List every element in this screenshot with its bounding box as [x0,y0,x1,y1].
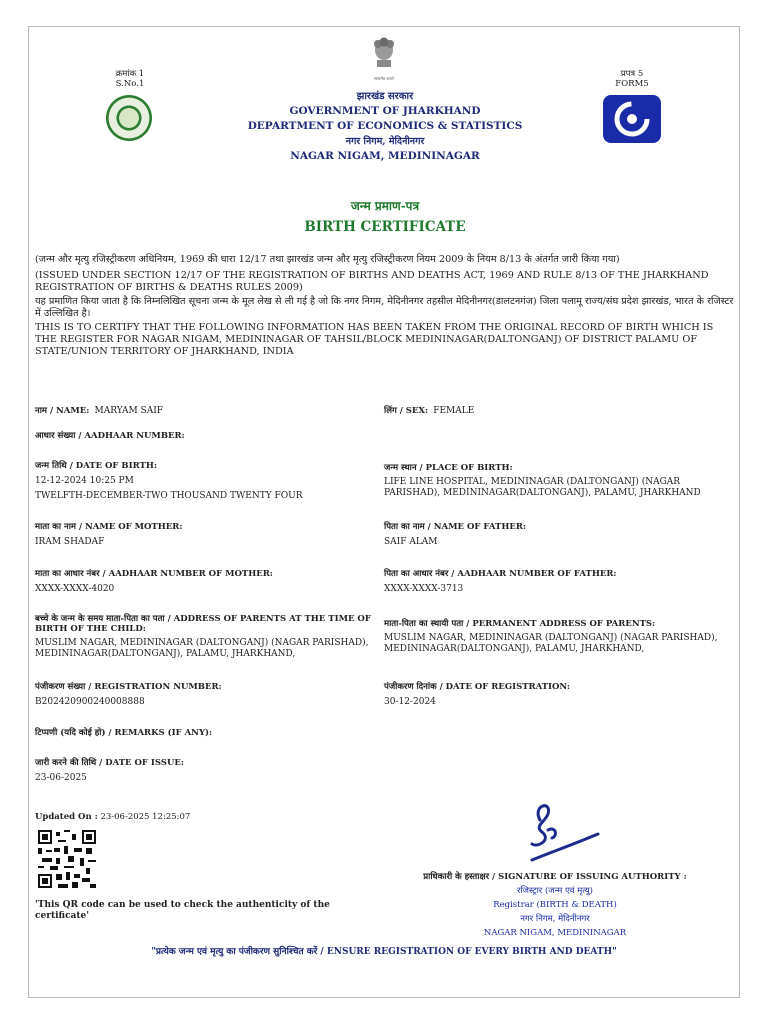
emblem-motto: सत्यमेव जयते [374,76,394,81]
reg-date-field [384,681,729,707]
header-block [180,88,590,162]
certificate-border [28,26,740,998]
serial-english: S.No.1 [115,79,145,89]
mother-aadhaar-field [35,568,375,594]
national-emblem-icon [368,36,400,80]
father-value: SAIF ALAM [384,537,438,547]
serial-hindi: क्रमांक 1 [115,69,145,79]
certify-english: THIS IS TO CERTIFY THAT THE FOLLOWING INFORMATION HAS BEEN TAKEN FROM THE ORIGINAL RECORD OF BIRTH WHICH IS THE REGISTER FOR NAGAR NIGAM, MEDININAGAR OF TAHSIL/BLOCK MEDININAGAR(DALTONGANJ) OF DISTRICT PALAMU OF STATE/UNION TERRITORY OF JHARKHAND, INDIA [35,322,714,357]
updated-label: Updated On : [35,812,98,822]
sex-label: लिंग / SEX: [384,406,429,416]
preamble [35,254,735,358]
nigam-title: NAGAR NIGAM, MEDININAGAR [290,150,480,162]
govt-title: GOVERNMENT OF JHARKHAND [289,105,481,117]
form-english: FORM5 [615,79,649,89]
reg-no-field [35,681,375,707]
title-block [180,197,590,235]
dob-label: जन्म तिथि / DATE OF BIRTH: [35,461,157,471]
pob-field [384,462,729,499]
form-hindi: प्रपत्र 5 [620,69,644,79]
sex-field [384,398,724,417]
name-field [35,398,365,417]
address-birth-value: MUSLIM NAGAR, MEDININAGAR (DALTONGANJ) (NAGAR PARISHAD), MEDININAGAR(DALTONGANJ), PALAMU, JHARKHAND, [35,638,369,659]
aadhaar-label: आधार संख्या / AADHAAR NUMBER: [35,431,185,441]
govt-hindi: झारखंड सरकार [356,91,414,102]
issued-hindi: (जन्म और मृत्यु रजिस्ट्रीकरण अधिनियम, 1969 की धारा 12/17 तथा झारखंड जन्म और मृत्यु रजिस्ट्रीकरण नियम 2009 के नियम 8/13 के अंतर्गत जारी किया गया) [35,254,620,265]
signature-icon [512,800,602,865]
mother-label: माता का नाम / NAME OF MOTHER: [35,522,183,532]
reg-no-value: B202420900240008888 [35,697,145,707]
dob-words: TWELFTH-DECEMBER-TWO THOUSAND TWENTY FOUR [35,491,303,501]
issue-label: जारी करने की तिथि / DATE OF ISSUE: [35,758,184,768]
father-aadhaar-value: XXXX-XXXX-3713 [384,584,464,594]
form-number [600,68,664,89]
nigam-hindi: नगर निगम, मेदिनीनगर [345,136,425,147]
registrar-hindi: रजिस्ट्रार (जन्म एवं मृत्यु) [517,886,593,896]
pob-value: LIFE LINE HOSPITAL, MEDININAGAR (DALTONGANJ) (NAGAR PARISHAD), MEDININAGAR(DALTONGANJ), PALAMU, JHARKHAND [384,477,701,498]
mother-aadhaar-value: XXXX-XXXX-4020 [35,584,115,594]
authority-nigam: NAGAR NIGAM, MEDININAGAR [483,928,627,938]
father-aadhaar-field [384,568,729,594]
title-hindi: जन्म प्रमाण-पत्र [350,199,420,213]
certify-hindi: यह प्रमाणित किया जाता है कि निम्नलिखित सूचना जन्म के मूल लेख से ली गई है जो कि नगर निगम, मेदिनीनगर तहसील मेदिनीनगर(डालटनगंज) जिला पलामू राज्य/संघ प्रदेश झारखंड, भारत के रजिस्टर में उल्लिखित है। [35,296,734,319]
name-value: MARYAM SAIF [94,406,164,416]
reg-date-label: पंजीकरण दिनांक / DATE OF REGISTRATION: [384,682,571,692]
pob-label: जन्म स्थान / PLACE OF BIRTH: [384,463,513,473]
mother-aadhaar-label: माता का आधार नंबर / AADHAAR NUMBER OF MOTHER: [35,569,273,579]
updated-on [35,812,190,822]
father-label: पिता का नाम / NAME OF FATHER: [384,522,527,532]
father-field [384,521,729,547]
footer-slogan: "प्रत्येक जन्म एवं मृत्यु का पंजीकरण सुनिश्चित करें / ENSURE REGISTRATION OF EVERY BIRTH AND DEATH" [151,947,617,957]
registrar-title: Registrar (BIRTH & DEATH) [493,900,617,910]
qr-note: 'This QR code can be used to check the authenticity of the certificate' [35,900,330,921]
reg-no-label: पंजीकरण संख्या / REGISTRATION NUMBER: [35,682,222,692]
address-perm-label: माता-पिता का स्थायी पता / PERMANENT ADDRESS OF PARENTS: [384,619,656,629]
page-title: BIRTH CERTIFICATE [304,219,466,235]
signature-label: प्राधिकारी के हस्ताक्षर / SIGNATURE OF ISSUING AUTHORITY : [423,872,687,882]
sex-value: FEMALE [433,406,475,416]
address-perm-value: MUSLIM NAGAR, MEDININAGAR (DALTONGANJ) (NAGAR PARISHAD), MEDININAGAR(DALTONGANJ), PALAMU, JHARKHAND, [384,633,718,654]
logo-mark-icon [610,100,654,138]
issue-field [35,757,375,783]
address-perm-field [384,618,729,655]
issue-value: 23-06-2025 [35,773,87,783]
jharkhand-seal-icon [106,95,152,141]
dept-title: DEPARTMENT OF ECONOMICS & STATISTICS [247,120,523,132]
dob-value: 12-12-2024 10:25 PM [35,476,134,486]
qr-code-icon[interactable] [38,830,96,888]
remarks-label: टिप्पणी (यदि कोई हो) / REMARKS (IF ANY): [35,728,213,738]
name-label: नाम / NAME: [35,406,90,416]
address-birth-label: बच्चे के जन्म के समय माता-पिता का पता / ADDRESS OF PARENTS AT THE TIME OF BIRTH OF THE CHILD: [35,614,371,634]
address-birth-field [35,614,380,660]
updated-value: 23-06-2025 12:25:07 [100,812,191,822]
dob-field [35,460,375,501]
serial-number [100,68,160,89]
authority-nigam-hindi: नगर निगम, मेदिनीनगर [520,914,590,924]
issued-english: (ISSUED UNDER SECTION 12/17 OF THE REGISTRATION OF BIRTHS AND DEATHS ACT, 1969 AND RULE 8/13 OF THE JHARKHAND REGISTRATION OF BIRTHS & DEATHS RULES 2009) [35,270,709,293]
father-aadhaar-label: पिता का आधार नंबर / AADHAAR NUMBER OF FATHER: [384,569,617,579]
reg-date-value: 30-12-2024 [384,697,436,707]
mother-value: IRAM SHADAF [35,537,105,547]
mother-field [35,521,375,547]
issuing-authority [410,870,700,940]
registration-logo-icon [603,95,661,143]
